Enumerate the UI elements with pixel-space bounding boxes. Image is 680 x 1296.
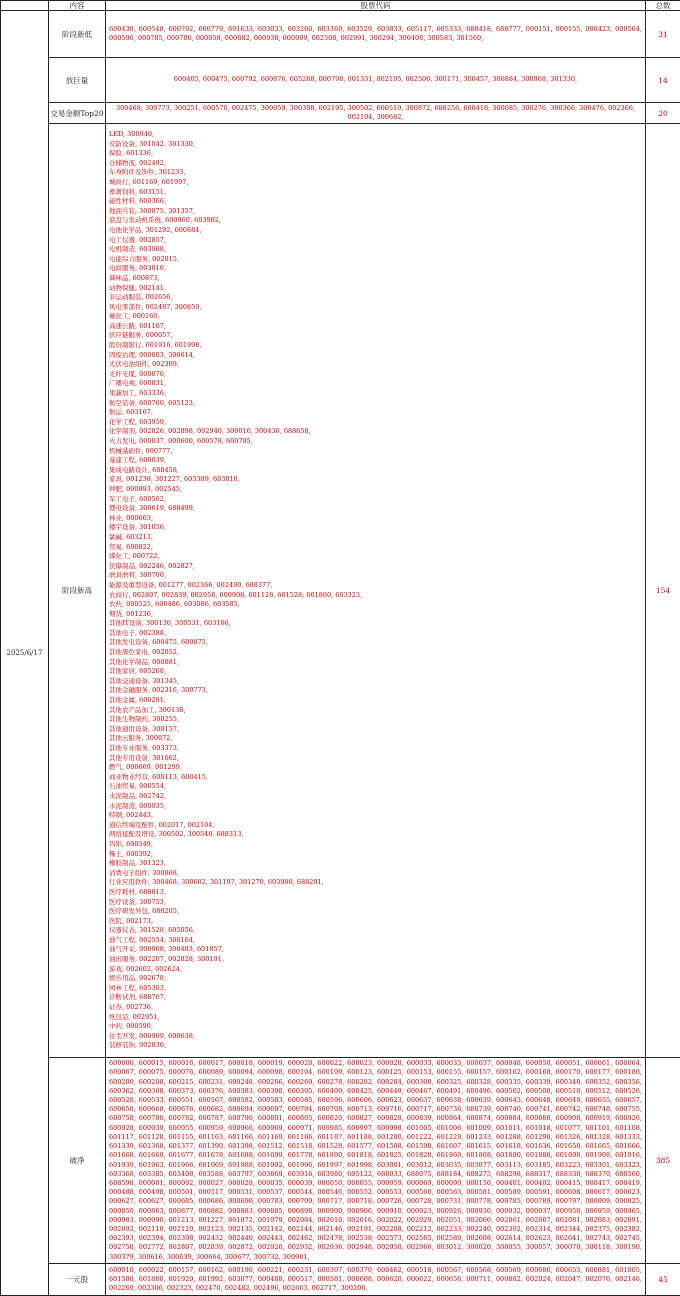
industry-line: 林业, 000663,	[109, 514, 642, 524]
industry-line: LED, 300940,	[109, 130, 642, 140]
industry-line: 基建工程, 600039,	[109, 456, 642, 466]
industry-line: 安防设备, 301042, 301330,	[109, 140, 642, 150]
industry-line: 火力发电, 000037, 000600, 600578, 600795,	[109, 437, 642, 447]
industry-line: 动物保健, 002141,	[109, 284, 642, 294]
category-label: 交易金额Top20	[49, 103, 106, 124]
industry-line: 航空装备, 600760, 605123,	[109, 399, 642, 409]
count-value: 45	[646, 1264, 680, 1296]
header-codes: 股票代码	[106, 1, 646, 11]
industry-line: 化学制剂, 002826, 002898, 002940, 300016, 300436, 688658,	[109, 427, 642, 437]
industry-line: 油气工程, 002554, 300164,	[109, 936, 642, 946]
industry-line: 纸包装, 002951,	[109, 1013, 642, 1023]
industry-line: 园林工程, 605303,	[109, 984, 642, 994]
industry-line: 网络接配及塔设, 300502, 300548, 688313,	[109, 830, 642, 840]
industry-line: 光纤光缆, 000070,	[109, 370, 642, 380]
industry-line: 电工仪器, 002857,	[109, 236, 642, 246]
industry-line: 商业物业经营, 600113, 600415,	[109, 773, 642, 783]
industry-line: 中药, 000590,	[109, 1022, 642, 1032]
industry-line: 保险, 601336,	[109, 149, 642, 159]
industry-line: 其他IT设备, 300130, 300531, 603106,	[109, 619, 642, 629]
industry-line: 石油贸易, 000554,	[109, 782, 642, 792]
industry-line: 钨钼, 600549,	[109, 840, 642, 850]
industry-line: 医疗耗材, 688013,	[109, 888, 642, 898]
stock-codes: 300468, 300773, 300251, 600570, 002475, 300059, 300308, 002195, 300502, 600519, 300872, 688256, 600418, 300085, 300276, 300366, 300476, 002366, 002104, 300682,	[106, 103, 646, 124]
industry-line: 锂电设备, 300619, 688499,	[109, 504, 642, 514]
header-count: 总数	[646, 1, 680, 11]
industry-line: 集成电路设计, 688458,	[109, 466, 642, 476]
industry-line: 住宅开发, 000909, 600638,	[109, 1032, 642, 1042]
industry-line: 其他云服务, 300872,	[109, 734, 642, 744]
industry-line: 其他金属, 600281,	[109, 696, 642, 706]
row-stage-low	[1, 11, 680, 58]
row-below-book	[1, 1058, 680, 1264]
industry-line: 医疗设备, 300753,	[109, 898, 642, 908]
industry-line: 光伏电池组件, 002309,	[109, 360, 642, 370]
stock-codes: 600000, 600015, 600016, 600017, 600018, 600019, 600020, 600022, 600023, 600028, 600033, 600035, 600037, 600048, 600050, 600051, 600061, 600064, 600067, 600075, 600076, 600089, 600094, 600098, 600104, 600109, 600123, 600125, 600153, 600155, 600157, 600162, 600168, 600170, 600177, 600180, 600200, 600208, 600215, 600231, 600248, 600266, 600269, 600278, 600282, 600284, 600308, 600325, 600328, 600335, 600339, 600348, 600352, 600356, 600362, 600368, 600373, 600376, 600383, 600390, 600395, 600409, 600425, 600449, 600467, 600491, 600496, 600502, 600508, 600510, 600512, 600526, 600528, 600533, 600551, 600567, 600582, 600583, 600585, 600596, 600606, 600623, 600637, 600638, 600639, 600643, 600648, 600649, 600655, 600657, 600658, 600668, 600676, 600682, 600694, 600697, 600704, 600708, 600713, 600716, 600717, 600736, 600739, 600740, 600741, 600742, 600748, 600755, 600758, 600780, 600782, 600787, 600790, 600801, 600805, 600820, 600827, 600828, 600839, 600864, 600874, 600884, 600888, 600908, 600919, 600926, 600928, 600939, 600955, 600959, 600966, 600969, 600971, 600985, 600997, 600998, 601005, 601006, 601009, 601011, 601018, 601077, 601101, 601108, 601117, 601128, 601155, 601163, 601166, 601169, 601186, 601187, 601188, 601200, 601222, 601229, 601233, 601288, 601298, 601326, 601328, 601333, 601339, 601368, 601377, 601390, 601398, 601512, 601518, 601528, 601577, 601588, 601598, 601607, 601615, 601618, 601636, 601658, 601665, 601666, 601668, 601669, 601677, 601678, 601688, 601699, 601778, 601800, 601818, 601825, 601828, 601860, 601868, 601880, 601886, 601898, 601908, 601916, 601939, 601963, 601966, 601969, 601988, 601992, 601996, 601997, 601998, 603001, 603012, 603035, 603077, 603113, 603185, 603223, 603301, 603323, 603368, 603385, 603408, 603588, 603797, 603869, 603916, 603980, 605122, 688033, 688075, 688184, 688275, 688298, 688317, 688330, 688370, 688560, 688598, 000001, 000002, 000027, 000028, 000035, 000039, 000050, 000055, 000059, 000069, 000090, 000156, 000401, 000402, 000415, 000417, 000419, 000488, 000498, 000501, 000517, 000531, 000537, 000544, 000546, 000552, 000553, 000560, 000563, 000581, 000589, 000591, 000608, 000617, 000623, 000627, 000627, 000685, 000686, 000690, 000703, 000709, 000717, 000718, 000726, 000728, 000731, 000778, 000785, 000789, 000797, 000809, 000825, 000850, 000863, 000877, 000882, 000883, 000885, 000898, 000900, 000906, 000910, 000923, 000926, 000930, 000932, 000937, 000950, 000959, 000965, 000983, 000990, 001213, 001227, 001872, 001979, 002004, 002010, 002016, 002022, 002029, 002051, 002060, 002061, 002067, 002081, 002083, 002091, 002092, 002110, 002120, 002123, 002135, 002142, 002144, 002146, 002191, 002208, 002212, 002233, 002240, 002302, 002314, 002344, 002375, 002382, 002393, 002394, 002398, 002432, 002440, 002443, 002462, 002478, 002538, 002573, 002585, 002589, 002608, 002614, 002623, 002641, 002743, 002745, 002758, 002772, 002807, 002839, 002872, 002926, 002932, 002936, 002948, 002958, 002966, 003012, 300020, 300055, 300057, 300070, 300118, 300190, 300379, 300616, 300639, 300664, 300677, 300732, 300981,	[106, 1058, 646, 1264]
industry-line: 电池化学品, 301292, 600884,	[109, 226, 642, 236]
industry-line: 其他黑色家电, 002052,	[109, 648, 642, 658]
industry-line: 果蔬加工, 603336,	[109, 389, 642, 399]
industry-line: 机械基础件, 000777,	[109, 447, 642, 457]
industry-line: 供应链服务, 600057,	[109, 331, 642, 341]
industry-line: 车身附件及饰件, 301233,	[109, 168, 642, 178]
industry-line: 其他发电设备, 600475, 600875,	[109, 638, 642, 648]
count-value: 20	[646, 103, 680, 124]
industry-line: 证券, 002736,	[109, 1003, 642, 1013]
industry-line: 期货, 001236,	[109, 610, 642, 620]
industry-line: 其他电子, 002388,	[109, 629, 642, 639]
row-stage-high	[1, 124, 680, 1058]
industry-line: 家具, 001238, 301227, 603389, 603818,	[109, 475, 642, 485]
row-turnover-top20	[1, 103, 680, 124]
industry-line: 磁性材料, 600366,	[109, 197, 642, 207]
industry-line: 行业应用软件, 300468, 300682, 301197, 301270, 603990, 688291,	[109, 878, 642, 888]
stock-codes-by-industry	[106, 124, 646, 1058]
count-value: 154	[646, 124, 680, 1058]
industry-line: 氯碱, 603213,	[109, 533, 642, 543]
industry-line: 航运, 603167,	[109, 408, 642, 418]
industry-line: 磨具磨料, 300700,	[109, 571, 642, 581]
industry-line: 钾肥, 000893, 002545,	[109, 485, 642, 495]
industry-line: 其他化学制品, 000881,	[109, 658, 642, 668]
row-penny-stock	[1, 1264, 680, 1296]
industry-line: 电商服务, 003010,	[109, 264, 642, 274]
industry-line: 氟化工, 600160,	[109, 312, 642, 322]
industry-line: 农商行, 002807, 002839, 002958, 600908, 601128, 601528, 601860, 603323,	[109, 591, 642, 601]
industry-line: 其他农产品加工, 300138,	[109, 706, 642, 716]
category-label: 放巨量	[49, 58, 106, 103]
industry-list	[109, 130, 642, 1051]
industry-line: 仪器仪表, 301528, 605056,	[109, 926, 642, 936]
industry-line: 贸易, 600822,	[109, 543, 642, 553]
header-blank	[1, 1, 49, 11]
industry-line: 地面兵装, 300875, 301357,	[109, 207, 642, 217]
industry-line: 其他通用设备, 300157,	[109, 725, 642, 735]
industry-line: 娱乐用品, 002678,	[109, 974, 642, 984]
stock-codes: 600405, 600475, 600792, 600876, 605268, 000798, 001331, 002195, 002506, 300171, 300457, 300884, 300968, 301330,	[106, 58, 646, 103]
category-label: 一元股	[49, 1264, 106, 1296]
industry-line: 能源及重型设备, 001277, 002366, 002490, 688377,	[109, 581, 642, 591]
industry-line: 特钢, 002443,	[109, 811, 642, 821]
category-label: 破净	[49, 1058, 106, 1264]
industry-line: 其他家居, 605268,	[109, 667, 642, 677]
industry-line: 广播电视, 600831,	[109, 379, 642, 389]
stock-codes: 600438, 600548, 600702, 600779, 601633, 603033, 603260, 603369, 603529, 603833, 605117, 605333, 688418, 688777, 000151, 000155, 000423, 000564, 000596, 000785, 000786, 000858, 000882, 000938, 000999, 002508, 002991, 300294, 300408, 300583, 301560,	[106, 11, 646, 58]
count-value: 385	[646, 1058, 680, 1264]
count-value: 14	[646, 58, 680, 103]
industry-line: 调味品, 600873,	[109, 274, 642, 284]
industry-line: 底盘与发动机系统, 600960, 603982,	[109, 216, 642, 226]
industry-line: 其他金融服务, 002316, 300773,	[109, 686, 642, 696]
industry-line: 其他交通设备, 301345,	[109, 677, 642, 687]
industry-line: 水泥制造, 000935,	[109, 802, 642, 812]
industry-line: 城商行, 601169, 601997,	[109, 178, 642, 188]
industry-line: 非运动服装, 002656,	[109, 293, 642, 303]
stock-codes: 600010, 600022, 600157, 600162, 600190, 600221, 600231, 600307, 600370, 600462, 600518, 600567, 600568, 600569, 600606, 600653, 600881, 601005, 601588, 601880, 601929, 601992, 603077, 000488, 000517, 000581, 000608, 000620, 000622, 000656, 000711, 000882, 002024, 002047, 002076, 002146, 002269, 002306, 002323, 002470, 002482, 002496, 002663, 002717, 300208,	[106, 1264, 646, 1296]
industry-line: 其他专业服务, 603373,	[109, 744, 642, 754]
industry-line: 畜禽饲料, 603151,	[109, 188, 642, 198]
industry-line: 电能综合服务, 002015,	[109, 255, 642, 265]
industry-line: 其他专用设备, 301662,	[109, 754, 642, 764]
date-cell: 2025/6/17	[1, 11, 49, 1296]
industry-line: 农药, 000525, 600486, 603086, 603585,	[109, 600, 642, 610]
industry-line: 消费电子组件, 300868,	[109, 869, 642, 879]
industry-line: 其他生物制药, 300255,	[109, 715, 642, 725]
count-value: 31	[646, 11, 680, 58]
industry-line: 诊断试剂, 688767,	[109, 993, 642, 1003]
industry-line: 水泥制品, 002742,	[109, 792, 642, 802]
industry-line: 燃气, 000669, 001299,	[109, 763, 642, 773]
industry-line: 煤化工, 600722,	[109, 552, 642, 562]
industry-line: 橡胶制品, 301323,	[109, 859, 642, 869]
header-row	[1, 1, 680, 11]
industry-line: 装修装饰, 002830,	[109, 1041, 642, 1051]
industry-line: 电机制造, 603988,	[109, 245, 642, 255]
industry-line: 军工电子, 600562,	[109, 495, 642, 505]
industry-line: 油田服务, 002207, 002828, 300191,	[109, 955, 642, 965]
industry-line: 固废治理, 000803, 300614,	[109, 351, 642, 361]
industry-line: 风电零部件, 002487, 300850,	[109, 303, 642, 313]
industry-line: 医院, 002173,	[109, 917, 642, 927]
industry-line: 股份制银行, 601916, 601998,	[109, 341, 642, 351]
industry-line: 化学工程, 603959,	[109, 418, 642, 428]
industry-line: 油气开采, 000968, 300483, 601857,	[109, 945, 642, 955]
category-label: 阶段新低	[49, 11, 106, 58]
industry-line: 仓储物流, 002492,	[109, 159, 642, 169]
industry-line: 民爆制品, 002246, 002827,	[109, 562, 642, 572]
industry-line: 稀土, 600392,	[109, 850, 642, 860]
industry-line: 楼宇设备, 301056,	[109, 523, 642, 533]
industry-line: 游戏, 002602, 002624,	[109, 965, 642, 975]
header-content: 内容	[49, 1, 106, 11]
category-label: 阶段新高	[49, 124, 106, 1058]
industry-line: 通信终端及配件, 002017, 002104,	[109, 821, 642, 831]
industry-line: 高速公路, 601107,	[109, 322, 642, 332]
industry-line: 医疗研发外包, 688265,	[109, 907, 642, 917]
row-huge-volume	[1, 58, 680, 103]
